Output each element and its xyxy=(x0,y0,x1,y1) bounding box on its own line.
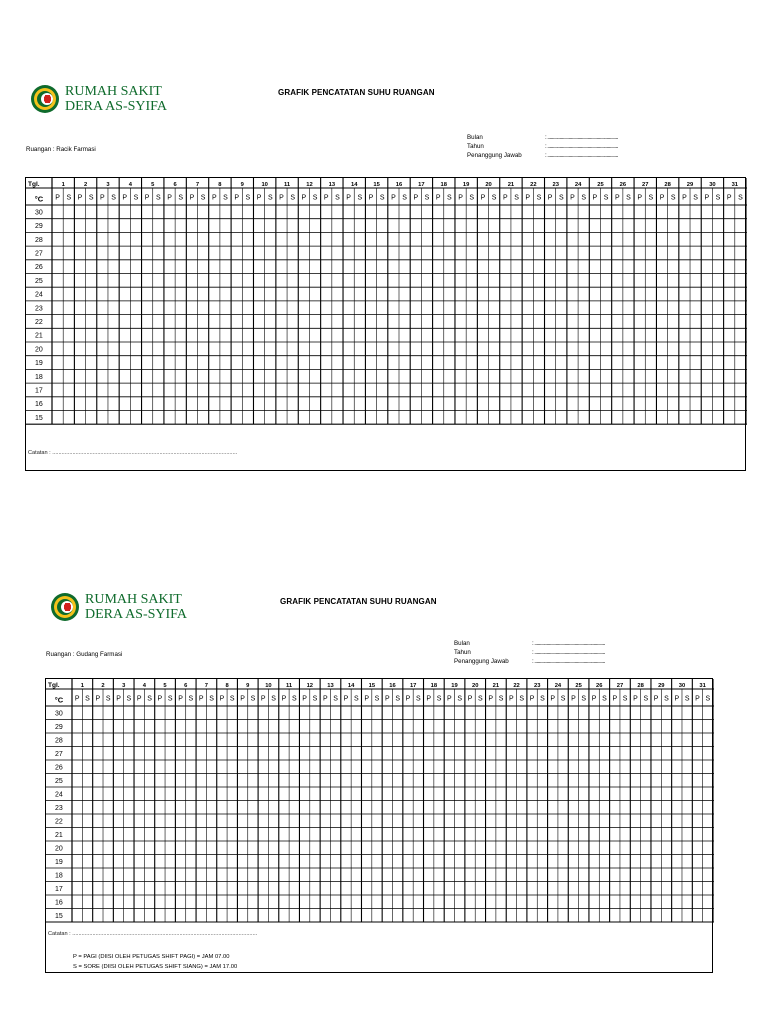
shift-label: P xyxy=(323,194,329,202)
shift-label: P xyxy=(55,194,60,202)
shift-label: P xyxy=(633,695,638,703)
hospital-logo xyxy=(50,592,187,622)
temperature-grid[interactable] xyxy=(46,679,714,924)
shift-label: S xyxy=(290,194,295,202)
shift-label: P xyxy=(95,695,101,703)
legend-pagi: P = PAGI (DIISI OLEH PETUGAS SHIFT PAGI) = JAM 07.00 xyxy=(73,954,230,960)
shift-label: S xyxy=(250,695,256,703)
shift-label: P xyxy=(614,194,620,202)
logo-line-1: RUMAH SAKIT xyxy=(85,592,182,607)
shift-label: S xyxy=(267,194,273,202)
day-number: 9 xyxy=(240,182,244,188)
shift-label: P xyxy=(591,695,597,703)
shift-label: S xyxy=(147,695,152,703)
day-number: 30 xyxy=(678,683,686,689)
shift-label: P xyxy=(240,695,245,703)
shift-label: S xyxy=(540,695,545,703)
temperature-label: 23 xyxy=(35,305,43,313)
day-number: 12 xyxy=(306,182,313,188)
shift-label: P xyxy=(682,194,687,202)
temperature-label: 21 xyxy=(55,831,63,839)
day-number: 5 xyxy=(163,683,167,689)
day-number: 5 xyxy=(151,182,155,188)
shift-label: P xyxy=(260,695,266,703)
shift-label: P xyxy=(219,695,225,703)
shift-label: S xyxy=(498,695,504,703)
shift-label: P xyxy=(234,194,240,202)
shift-label: S xyxy=(156,194,161,202)
day-number: 24 xyxy=(574,182,582,188)
legend-sore: S = SORE (DIISI OLEH PETUGAS SHIFT SIANG) = JAM 17.00 xyxy=(73,964,238,970)
shift-label: P xyxy=(509,695,514,703)
day-number: 12 xyxy=(306,683,314,689)
day-number: 4 xyxy=(128,182,132,188)
shift-label: S xyxy=(436,695,442,703)
shift-label: P xyxy=(503,194,508,202)
shift-label: P xyxy=(122,194,128,202)
meta-value[interactable]: : ............................................................... xyxy=(532,658,605,665)
shift-label: P xyxy=(198,695,204,703)
day-number: 7 xyxy=(195,182,200,188)
day-number: 1 xyxy=(61,182,65,188)
day-number: 22 xyxy=(530,182,537,188)
shift-label: S xyxy=(643,695,649,703)
shift-label: P xyxy=(346,194,351,202)
day-number: 11 xyxy=(283,182,291,188)
temperature-label: 22 xyxy=(55,818,63,826)
day-number: 15 xyxy=(373,182,380,188)
day-number: 7 xyxy=(204,683,209,689)
shift-label: S xyxy=(200,194,206,202)
tgl-label: Tgl. xyxy=(48,682,60,689)
temperature-label: 21 xyxy=(35,332,43,340)
page-title: GRAFIK PENCATATAN SUHU RUANGAN xyxy=(280,597,437,606)
temperature-label: 30 xyxy=(35,209,43,217)
temperature-label: 25 xyxy=(55,777,63,785)
shift-label: P xyxy=(77,194,83,202)
shift-label: S xyxy=(271,695,276,703)
shift-label: S xyxy=(66,194,72,202)
day-number: 6 xyxy=(184,683,188,689)
shift-label: P xyxy=(637,194,642,202)
shift-label: P xyxy=(279,194,284,202)
shift-label: P xyxy=(592,194,598,202)
shift-label: P xyxy=(612,695,618,703)
day-number: 28 xyxy=(637,683,644,689)
shift-label: S xyxy=(536,194,542,202)
day-number: 8 xyxy=(225,683,229,689)
day-number: 23 xyxy=(534,683,541,689)
ruangan-label: Ruangan : Racik Farmasi xyxy=(26,146,96,153)
shift-label: S xyxy=(558,194,564,202)
meta-bulan xyxy=(454,639,605,648)
day-number: 3 xyxy=(106,182,110,188)
day-number: 3 xyxy=(122,683,126,689)
temperature-label: 29 xyxy=(55,723,63,731)
shift-label: P xyxy=(529,695,535,703)
shift-label: S xyxy=(229,695,235,703)
shift-label: P xyxy=(447,695,452,703)
temperature-label: 18 xyxy=(35,373,43,381)
day-number: 27 xyxy=(616,683,624,689)
temperature-label: 18 xyxy=(55,872,63,880)
day-number: 18 xyxy=(430,683,438,689)
shift-label: S xyxy=(88,194,94,202)
hospital-emblem-icon xyxy=(50,592,80,622)
shift-label: S xyxy=(424,194,430,202)
temperature-label: 27 xyxy=(35,250,43,258)
day-number: 26 xyxy=(619,182,627,188)
shift-label: S xyxy=(705,695,711,703)
day-number: 29 xyxy=(686,182,694,188)
day-number: 14 xyxy=(350,182,358,188)
shift-label: S xyxy=(738,194,743,202)
day-number: 14 xyxy=(347,683,355,689)
shift-label: S xyxy=(603,194,609,202)
shift-label: S xyxy=(126,695,132,703)
shift-label: P xyxy=(211,194,217,202)
day-number: 29 xyxy=(658,683,665,689)
shift-label: S xyxy=(111,194,116,202)
day-number: 6 xyxy=(173,182,177,188)
day-number: 10 xyxy=(265,683,272,689)
shift-label: S xyxy=(209,695,214,703)
meta-label: Bulan xyxy=(454,640,470,647)
temperature-label: 28 xyxy=(55,737,63,745)
meta-value[interactable]: : ............................................................... xyxy=(545,152,618,159)
day-number: 31 xyxy=(699,683,706,689)
day-number: 16 xyxy=(395,182,403,188)
shift-legend xyxy=(73,952,237,972)
shift-label: S xyxy=(514,194,519,202)
shift-label: S xyxy=(664,695,669,703)
shift-label: S xyxy=(715,194,721,202)
meta-value[interactable]: : ............................................................... xyxy=(545,134,618,141)
shift-label: S xyxy=(648,194,654,202)
shift-label: P xyxy=(167,194,172,202)
shift-label: S xyxy=(374,695,380,703)
temperature-label: 28 xyxy=(35,236,43,244)
shift-label: P xyxy=(100,194,105,202)
celsius-label: °C xyxy=(34,194,44,204)
shift-label: S xyxy=(353,695,359,703)
shift-label: S xyxy=(469,194,475,202)
day-number: 4 xyxy=(142,683,146,689)
shift-label: P xyxy=(525,194,531,202)
temperature-label: 19 xyxy=(55,858,63,866)
logo-line-1: RUMAH SAKIT xyxy=(65,84,162,99)
shift-label: S xyxy=(245,194,251,202)
day-number: 22 xyxy=(513,683,520,689)
shift-label: P xyxy=(144,194,150,202)
meta-value[interactable]: : ............................................................... xyxy=(545,143,618,150)
shift-label: S xyxy=(670,194,676,202)
day-number: 30 xyxy=(709,182,716,188)
temperature-label: 15 xyxy=(35,414,43,422)
temperature-label: 30 xyxy=(55,710,63,718)
shift-label: S xyxy=(560,695,566,703)
shift-label: P xyxy=(458,194,463,202)
shift-label: P xyxy=(74,695,80,703)
shift-label: P xyxy=(343,695,349,703)
shift-label: S xyxy=(684,695,690,703)
temperature-label: 27 xyxy=(55,750,63,758)
shift-label: S xyxy=(581,194,587,202)
day-number: 1 xyxy=(80,683,84,689)
shift-label: P xyxy=(413,194,419,202)
temperature-label: 24 xyxy=(55,791,63,799)
day-number: 8 xyxy=(218,182,222,188)
shift-label: S xyxy=(519,695,525,703)
day-number: 10 xyxy=(261,182,268,188)
shift-label: P xyxy=(322,695,328,703)
temperature-label: 20 xyxy=(55,845,63,853)
day-number: 24 xyxy=(554,683,562,689)
shift-label: S xyxy=(178,194,184,202)
temperature-sheet xyxy=(45,678,713,973)
temperature-label: 20 xyxy=(35,346,43,354)
shift-label: S xyxy=(491,194,497,202)
meta-value[interactable]: : ............................................................... xyxy=(532,640,605,647)
temperature-label: 15 xyxy=(55,912,63,920)
day-number: 23 xyxy=(552,182,559,188)
shift-label: P xyxy=(488,695,494,703)
shift-label: S xyxy=(291,695,297,703)
shift-label: S xyxy=(447,194,452,202)
shift-label: P xyxy=(653,695,659,703)
day-number: 16 xyxy=(389,683,396,689)
shift-label: S xyxy=(379,194,385,202)
tgl-label: Tgl. xyxy=(28,181,40,188)
day-number: 13 xyxy=(327,683,334,689)
meta-tahun xyxy=(454,648,605,657)
logo-line-2: DERA AS-SYIFA xyxy=(65,99,168,114)
shift-label: P xyxy=(571,695,576,703)
page-title: GRAFIK PENCATATAN SUHU RUANGAN xyxy=(278,88,435,97)
day-number: 13 xyxy=(328,182,336,188)
shift-label: P xyxy=(189,194,195,202)
shift-label: P xyxy=(136,695,142,703)
shift-label: P xyxy=(674,695,680,703)
shift-label: P xyxy=(467,695,473,703)
celsius-label: °C xyxy=(54,695,64,705)
shift-label: P xyxy=(384,695,390,703)
day-number: 21 xyxy=(507,182,515,188)
day-number: 31 xyxy=(731,182,739,188)
temperature-label: 29 xyxy=(35,223,43,231)
day-number: 9 xyxy=(246,683,250,689)
day-number: 28 xyxy=(664,182,671,188)
temperature-label: 25 xyxy=(35,277,43,285)
catatan-line[interactable]: Catatan : ....................................................................................................................... xyxy=(48,931,258,937)
catatan-line[interactable]: Catatan : ....................................................................................................................... xyxy=(28,450,238,456)
day-number: 21 xyxy=(492,683,500,689)
shift-label: P xyxy=(695,695,700,703)
shift-label: S xyxy=(312,695,318,703)
shift-label: P xyxy=(405,695,411,703)
shift-label: S xyxy=(602,695,607,703)
day-number: 25 xyxy=(597,182,604,188)
shift-label: P xyxy=(302,695,307,703)
shift-label: P xyxy=(391,194,396,202)
shift-label: P xyxy=(726,194,732,202)
temperature-label: 26 xyxy=(35,264,43,272)
shift-label: S xyxy=(357,194,363,202)
shift-label: S xyxy=(333,695,338,703)
shift-label: P xyxy=(570,194,575,202)
meta-value[interactable]: : ............................................................... xyxy=(532,649,605,656)
day-number: 2 xyxy=(83,182,88,188)
shift-label: S xyxy=(581,695,587,703)
shift-label: S xyxy=(335,194,340,202)
temperature-label: 23 xyxy=(55,804,63,812)
temperature-label: 16 xyxy=(35,401,43,409)
meta-penanggung-jawab xyxy=(454,657,605,666)
shift-label: S xyxy=(416,695,421,703)
day-number: 27 xyxy=(642,182,649,188)
shift-label: S xyxy=(622,695,628,703)
shift-label: P xyxy=(480,194,486,202)
shift-label: P xyxy=(301,194,307,202)
day-number: 17 xyxy=(418,182,425,188)
shift-label: S xyxy=(626,194,631,202)
temperature-label: 17 xyxy=(55,885,63,893)
shift-label: P xyxy=(704,194,710,202)
shift-label: S xyxy=(478,695,483,703)
shift-label: P xyxy=(157,695,163,703)
shift-label: P xyxy=(426,695,432,703)
day-number: 19 xyxy=(451,683,458,689)
day-number: 20 xyxy=(471,683,479,689)
day-number: 11 xyxy=(286,683,293,689)
day-number: 20 xyxy=(485,182,492,188)
temperature-label: 24 xyxy=(35,291,43,299)
day-number: 17 xyxy=(409,683,417,689)
shift-label: S xyxy=(133,194,139,202)
shift-label: S xyxy=(395,695,401,703)
shift-label: P xyxy=(368,194,374,202)
shift-label: P xyxy=(435,194,441,202)
shift-label: P xyxy=(281,695,287,703)
shift-label: S xyxy=(85,695,90,703)
shift-label: S xyxy=(693,194,698,202)
meta-label: Penanggung Jawab xyxy=(454,658,509,665)
meta-label: Penanggung Jawab xyxy=(467,152,522,159)
day-number: 2 xyxy=(101,683,105,689)
shift-label: P xyxy=(178,695,183,703)
day-number: 25 xyxy=(575,683,582,689)
meta-label: Tahun xyxy=(454,649,471,656)
shift-label: S xyxy=(167,695,173,703)
day-number: 18 xyxy=(440,182,448,188)
temperature-label: 22 xyxy=(35,318,43,326)
shift-label: P xyxy=(116,695,121,703)
shift-label: S xyxy=(312,194,318,202)
temperature-label: 19 xyxy=(35,360,43,368)
shift-label: S xyxy=(457,695,463,703)
shift-label: S xyxy=(402,194,407,202)
shift-label: P xyxy=(256,194,262,202)
day-number: 15 xyxy=(368,683,376,689)
meta-label: Bulan xyxy=(467,134,483,141)
shift-label: S xyxy=(105,695,111,703)
shift-label: P xyxy=(550,695,556,703)
ruangan-label: Ruangan : Gudang Farmasi xyxy=(46,651,123,658)
meta-block xyxy=(454,639,605,666)
day-number: 19 xyxy=(462,182,470,188)
temperature-label: 16 xyxy=(55,899,63,907)
shift-label: S xyxy=(188,695,194,703)
shift-label: S xyxy=(223,194,228,202)
temperature-label: 17 xyxy=(35,387,43,395)
temperature-label: 26 xyxy=(55,764,63,772)
shift-label: P xyxy=(659,194,665,202)
day-number: 26 xyxy=(596,683,603,689)
shift-label: P xyxy=(364,695,369,703)
meta-label: Tahun xyxy=(467,143,484,150)
logo-line-2: DERA AS-SYIFA xyxy=(85,607,188,622)
shift-label: P xyxy=(547,194,553,202)
